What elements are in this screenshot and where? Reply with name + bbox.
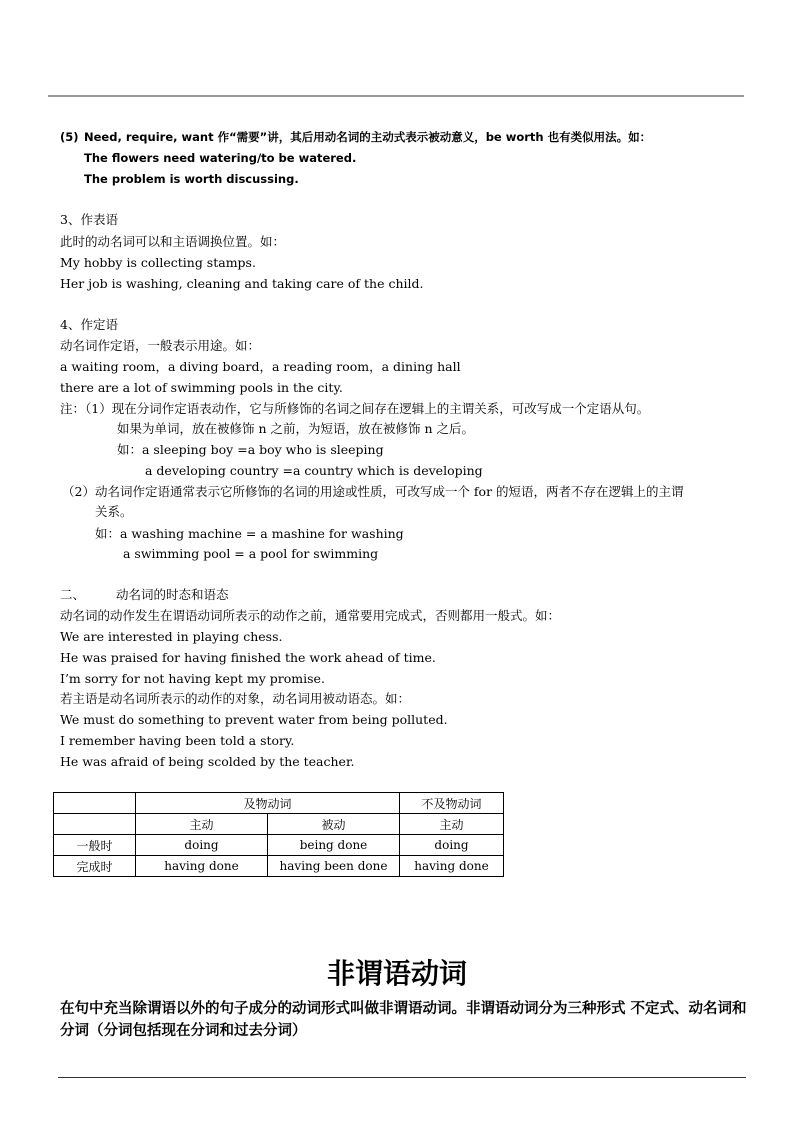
section4-note1-example-1: 如：a sleeping boy =a boy who is sleeping [117, 442, 384, 457]
section4-note1-example-2: a developing country =a country which is developing [145, 463, 483, 478]
section4-note2-example-2: a swimming pool = a pool for swimming [123, 546, 379, 561]
header-passive: 被动 [268, 814, 400, 835]
tense-example-4: We must do something to prevent water from being polluted. [60, 712, 448, 727]
cell-simple-intransitive: doing [400, 835, 504, 856]
cell-simple-passive: being done [268, 835, 400, 856]
tense-heading-text: 动名词的时态和语态 [116, 587, 229, 602]
header-rule [48, 95, 744, 97]
section4-note2-cont: 关系。 [95, 504, 133, 519]
table-corner-cell [54, 793, 136, 814]
tense-heading-number: 二、 [60, 587, 86, 602]
tense-example-6: He was afraid of being scolded by the teacher. [60, 754, 355, 769]
cell-perfect-intransitive: having done [400, 856, 504, 877]
section3-example-1: My hobby is collecting stamps. [60, 255, 256, 270]
section-title: 非谓语动词 [326, 957, 467, 990]
section5-example-2: The problem is worth discussing. [84, 172, 299, 186]
header-active-intransitive: 主动 [400, 814, 504, 835]
section4-note1-cont: 如果为单词，放在被修饰 n 之前，为短语，放在被修饰 n 之后。 [117, 421, 474, 436]
tense-example-5: I remember having been told a story. [60, 733, 295, 748]
section3-example-2: Her job is washing, cleaning and taking care of the child. [60, 276, 424, 291]
section4-heading: 4、作定语 [60, 317, 118, 332]
section4-example-1: a waiting room，a diving board，a reading room，a dining hall [60, 359, 461, 374]
tense-desc-2: 若主语是动名词所表示的动作的对象，动名词用被动语态。如： [60, 691, 411, 706]
header-transitive: 及物动词 [136, 793, 400, 814]
section4-desc: 动名词作定语，一般表示用途。如： [60, 338, 261, 353]
section5-example-1: The flowers need watering/to be watered. [84, 151, 357, 165]
row-label-simple: 一般时 [54, 835, 136, 856]
header-intransitive: 不及物动词 [400, 793, 504, 814]
cell-perfect-active: having done [136, 856, 268, 877]
section3-desc: 此时的动名词可以和主语调换位置。如： [60, 234, 286, 249]
section5-number: (5) [60, 130, 79, 144]
section-intro: 在句中充当除谓语以外的句子成分的动词形式叫做非谓语动词。非谓语动词分为三种形式 不定式、动名词和分词（分词包括现在分词和过去分词） [60, 1001, 747, 1039]
tense-example-1: We are interested in playing chess. [60, 629, 283, 644]
tense-desc-1: 动名词的动作发生在谓语动词所表示的动作之前，通常要用完成式，否则都用一般式。如： [60, 608, 561, 623]
table-row [54, 835, 504, 856]
section4-example-2: there are a lot of swimming pools in the city. [60, 380, 343, 395]
table-row [54, 856, 504, 877]
section3-heading: 3、作表语 [60, 212, 118, 227]
section4-note1: 注：（1）现在分词作定语表动作，它与所修饰的名词之间存在逻辑上的主谓关系，可改写成一个定语从句。 [60, 401, 650, 416]
cell-perfect-passive: having been done [268, 856, 400, 877]
cell-simple-active: doing [136, 835, 268, 856]
table-empty-cell [54, 814, 136, 835]
gerund-forms-table [53, 792, 504, 877]
table-subheader-row [54, 814, 504, 835]
row-label-perfect: 完成时 [54, 856, 136, 877]
footer-rule [58, 1077, 746, 1078]
section4-note2-example-1: 如：a washing machine = a mashine for washing [95, 526, 404, 541]
tense-example-2: He was praised for having finished the work ahead of time. [60, 650, 436, 665]
tense-example-3: I’m sorry for not having kept my promise. [60, 671, 325, 686]
table-header-row [54, 793, 504, 814]
section5-line1: Need, require, want 作“需要”讲，其后用动名词的主动式表示被动意义，be worth 也有类似用法。如： [84, 130, 652, 144]
header-active: 主动 [136, 814, 268, 835]
section4-note2: （2）动名词作定语通常表示它所修饰的名词的用途或性质，可改写成一个 for 的短语，两者不存在逻辑上的主谓 [62, 484, 684, 499]
